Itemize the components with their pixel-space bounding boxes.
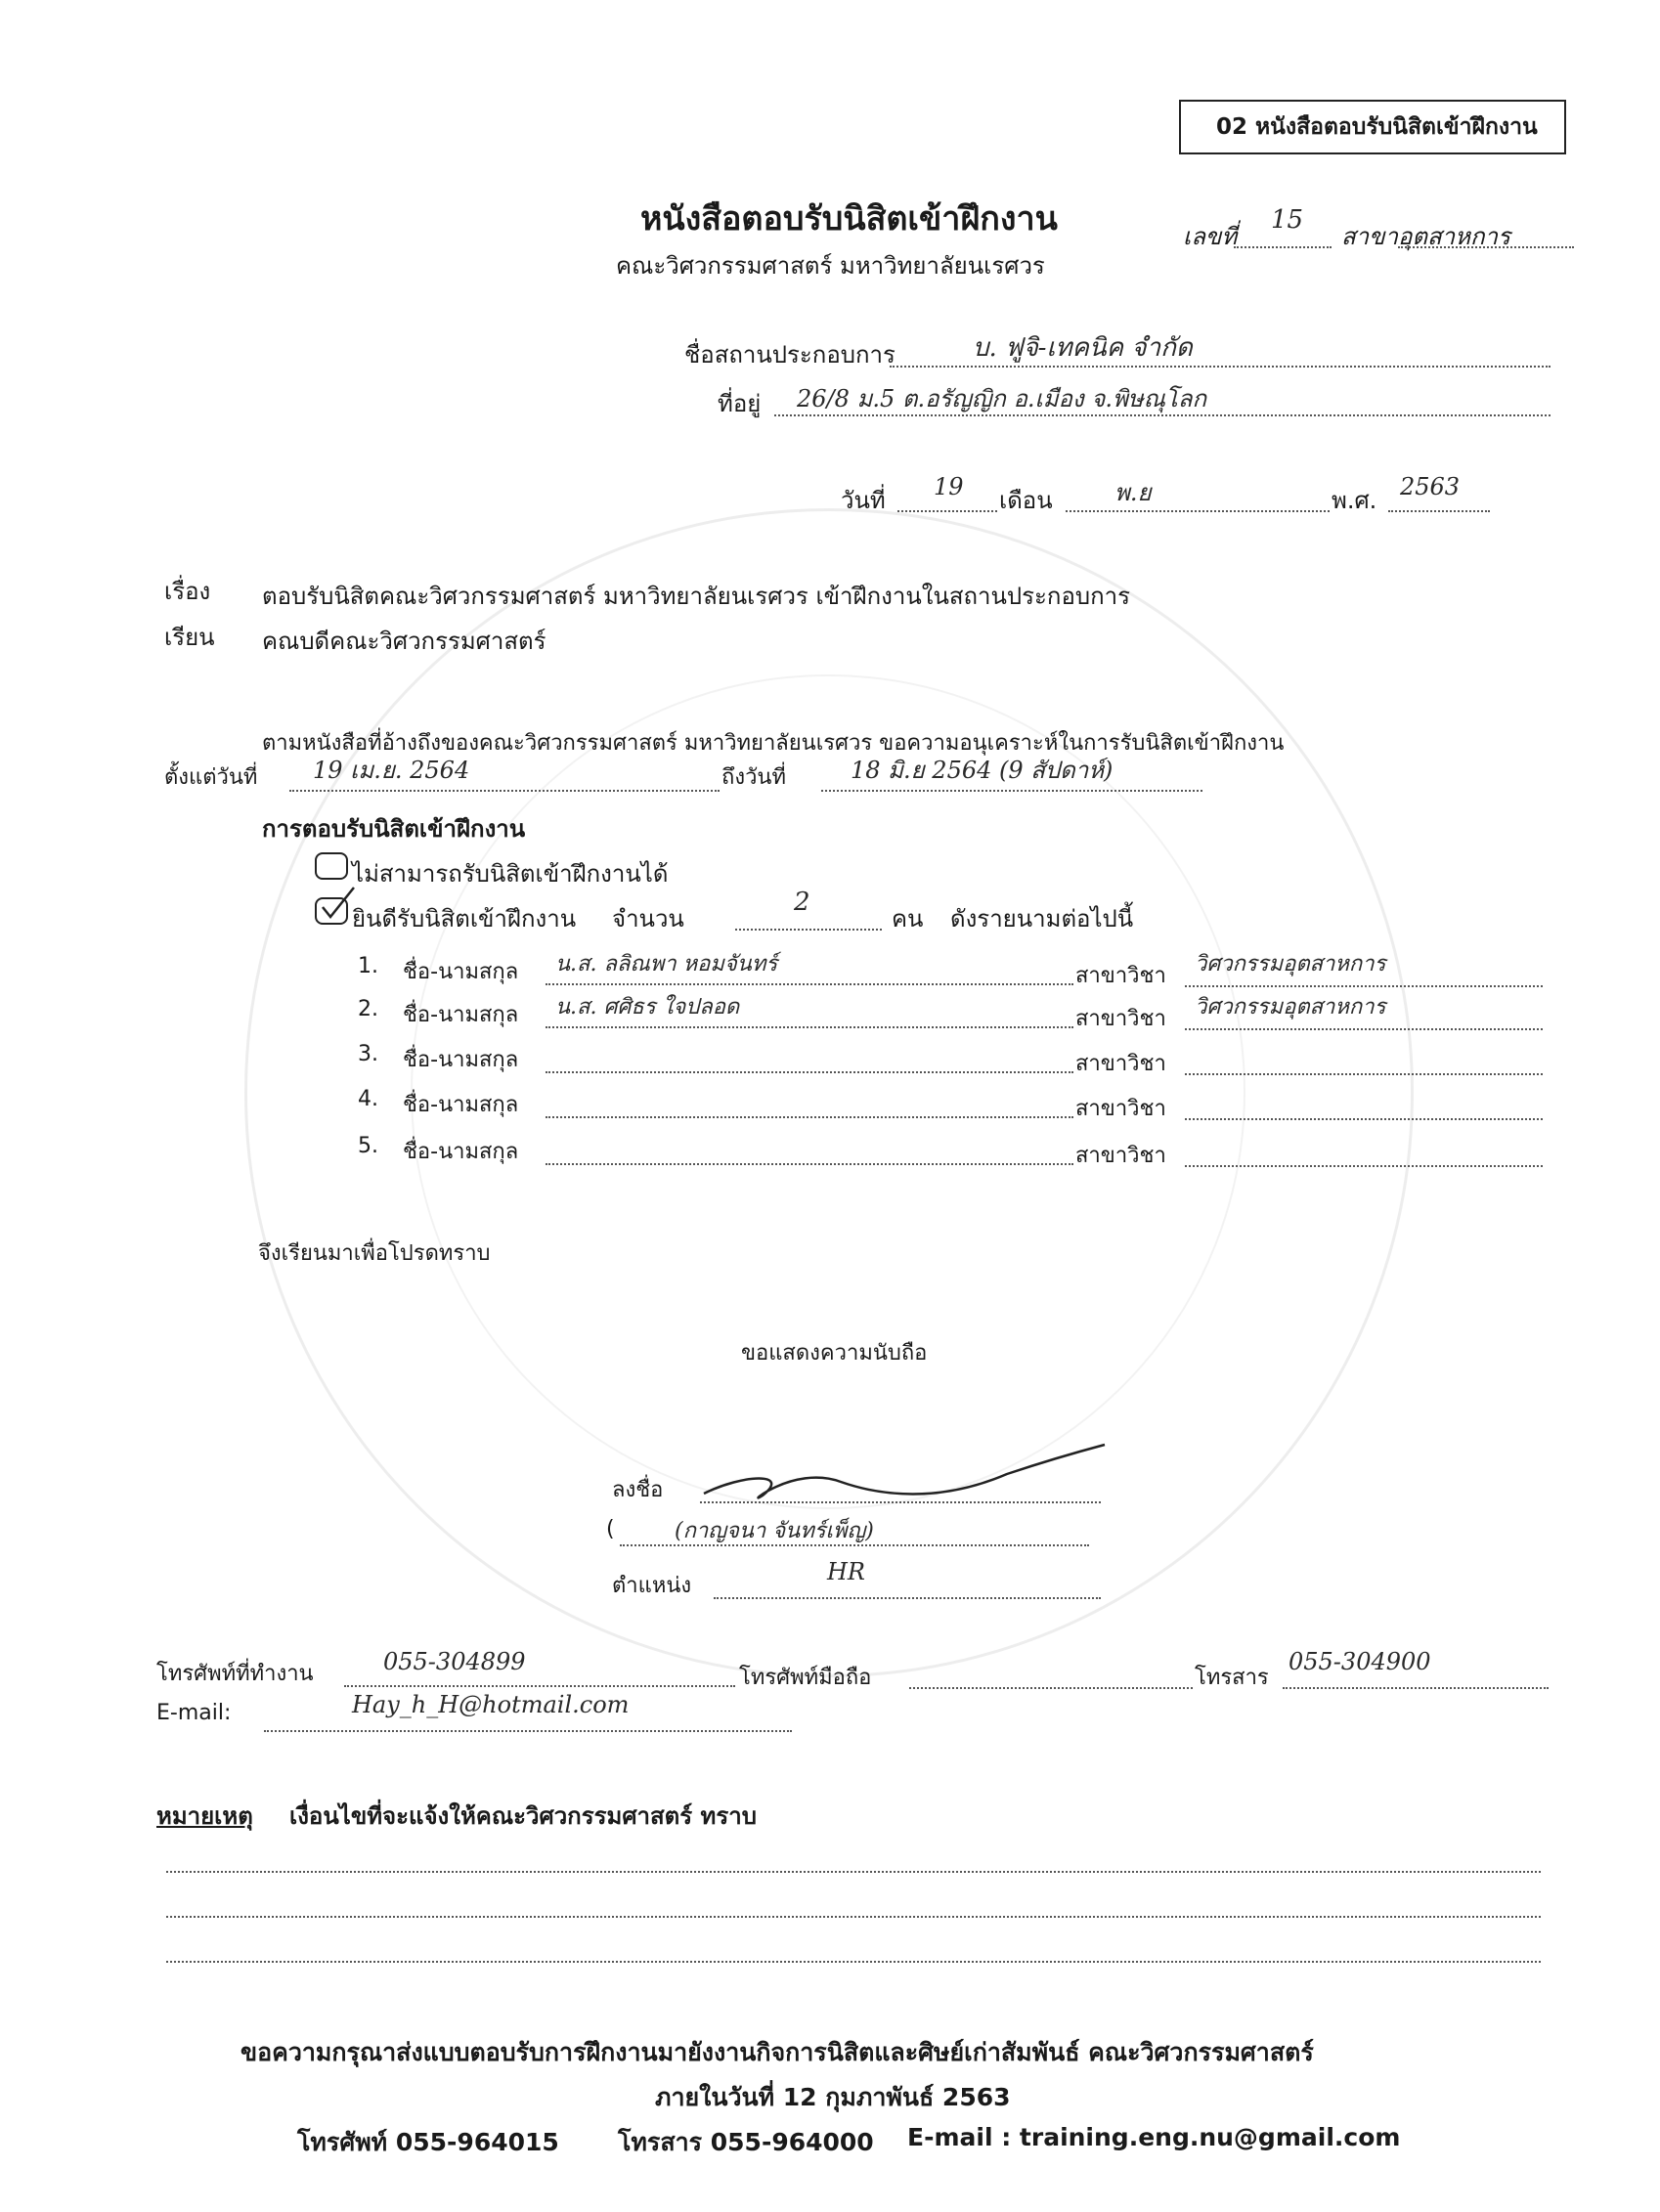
email-line <box>264 1730 792 1732</box>
document-tag: 02 หนังสือตอบรับนิสิตเข้าฝึกงาน <box>1179 100 1566 154</box>
footer-deadline: ภายในวันที่ 12 กุมภาพันธ์ 2563 <box>655 2083 1011 2111</box>
student-name-value[interactable]: น.ส. ลลิณพา หอมจันทร์ <box>555 952 778 976</box>
form-subtitle: คณะวิศวกรรมศาสตร์ มหาวิทยาลัยนเรศวร <box>616 252 1045 280</box>
count-label: จำนวน <box>612 905 684 933</box>
student-number: 3. <box>358 1042 378 1066</box>
student-name-line <box>546 1071 1073 1073</box>
date-month-label: เดือน <box>999 487 1053 514</box>
student-name-label: ชื่อ-นามสกุล <box>403 1003 519 1027</box>
date-day-value[interactable]: 19 <box>934 473 964 500</box>
to-date-label: ถึงวันที่ <box>721 765 786 790</box>
count-line <box>735 929 882 931</box>
student-dept-line <box>1185 1073 1543 1075</box>
to-text: คณบดีคณะวิศวกรรมศาสตร์ <box>262 628 546 655</box>
student-name-line <box>546 1163 1073 1165</box>
subject-text: ตอบรับนิสิตคณะวิศวกรรมศาสตร์ มหาวิทยาลัยนเรศวร เข้าฝึกงานในสถานประกอบการ <box>262 583 1131 610</box>
student-dept-label: สาขาวิชา <box>1075 1097 1166 1121</box>
office-phone-value[interactable]: 055-304899 <box>383 1648 526 1675</box>
decline-checkbox[interactable] <box>315 852 348 880</box>
signature-paren-open: ( <box>606 1517 615 1541</box>
student-dept-line <box>1185 985 1543 987</box>
number-label: เลขที่ <box>1183 223 1238 250</box>
date-year-line <box>1388 510 1490 512</box>
from-date-label: ตั้งแต่วันที่ <box>164 765 258 790</box>
student-dept-label: สาขาวิชา <box>1075 1007 1166 1031</box>
accept-checkbox[interactable] <box>315 897 348 925</box>
student-name-value[interactable]: น.ส. ศศิธร ใจปลอด <box>555 995 740 1019</box>
student-dept-line <box>1185 1165 1543 1167</box>
position-label: ตำแหน่ง <box>612 1574 692 1598</box>
note-label: หมายเหตุ <box>156 1802 253 1830</box>
email-label: E-mail: <box>156 1701 232 1725</box>
date-day-label: วันที่ <box>841 487 886 514</box>
student-number: 4. <box>358 1087 378 1111</box>
decline-option-label: ไม่สามารถรับนิสิตเข้าฝึกงานได้ <box>352 860 669 888</box>
student-dept-line <box>1185 1118 1543 1120</box>
note-line-3 <box>166 1961 1541 1963</box>
footer-instruction: ขอความกรุณาส่งแบบตอบรับการฝึกงานมายังงานกิจการนิสิตและศิษย์เก่าสัมพันธ์ คณะวิศวกรรมศาสตร์ <box>240 2038 1314 2066</box>
count-unit: คน <box>892 905 924 933</box>
date-day-line <box>897 510 997 512</box>
student-dept-label: สาขาวิชา <box>1075 1144 1166 1168</box>
body-paragraph: ตามหนังสือที่อ้างถึงของคณะวิศวกรรมศาสตร์ มหาวิทยาลัยนเรศวร ขอความอนุเคราะห์ในการรับนิสิตเข้าฝึกงาน <box>262 731 1285 756</box>
company-name-label: ชื่อสถานประกอบการ <box>684 341 896 369</box>
signer-name[interactable]: (กาญจนา จันทร์เพ็ญ) <box>675 1519 874 1543</box>
student-name-label: ชื่อ-นามสกุล <box>403 1048 519 1072</box>
student-number: 5. <box>358 1134 378 1158</box>
mobile-line <box>909 1687 1193 1689</box>
student-dept-label: สาขาวิชา <box>1075 964 1166 988</box>
to-date-line <box>821 790 1202 792</box>
fax-value[interactable]: 055-304900 <box>1289 1648 1431 1675</box>
note-line-1 <box>166 1871 1541 1873</box>
closing-inform: จึงเรียนมาเพื่อโปรดทราบ <box>258 1241 491 1266</box>
from-date-value[interactable]: 19 เม.ย. 2564 <box>313 757 470 784</box>
student-name-line <box>546 1116 1073 1118</box>
student-name-line <box>546 1026 1073 1028</box>
fax-line <box>1283 1687 1549 1689</box>
email-value[interactable]: Hay_h_H@hotmail.com <box>352 1691 630 1718</box>
signature-label: ลงชื่อ <box>612 1478 664 1502</box>
mobile-label: โทรศัพท์มือถือ <box>739 1666 872 1690</box>
student-name-label: ชื่อ-นามสกุล <box>403 1140 519 1164</box>
form-title: หนังสือตอบรับนิสิตเข้าฝึกงาน <box>640 199 1058 239</box>
count-value[interactable]: 2 <box>794 888 810 917</box>
fax-label: โทรสาร <box>1195 1666 1269 1690</box>
subject-label: เรื่อง <box>164 578 211 605</box>
branch-label: สาขา <box>1341 223 1399 250</box>
student-name-label: ชื่อ-นามสกุล <box>403 1093 519 1117</box>
company-name-value[interactable]: บ. ฟูจิ-เทคนิค จำกัด <box>973 333 1193 363</box>
signature-scribble <box>684 1435 1114 1513</box>
student-number: 1. <box>358 954 378 978</box>
note-text: เงื่อนไขที่จะแจ้งให้คณะวิศวกรรมศาสตร์ ทราบ <box>289 1802 757 1830</box>
number-value[interactable]: 15 <box>1271 205 1304 235</box>
office-phone-label: โทรศัพท์ที่ทำงาน <box>156 1662 314 1686</box>
branch-line <box>1398 246 1574 248</box>
student-dept-value[interactable]: วิศวกรรมอุตสาหการ <box>1195 995 1386 1019</box>
date-year-label: พ.ศ. <box>1332 487 1377 514</box>
accept-option-label: ยินดีรับนิสิตเข้าฝึกงาน <box>352 905 577 933</box>
office-phone-line <box>344 1685 735 1687</box>
student-name-line <box>546 983 1073 985</box>
date-month-value[interactable]: พ.ย <box>1114 479 1152 506</box>
student-dept-line <box>1185 1028 1543 1030</box>
closing-regards: ขอแสดงความนับถือ <box>741 1341 928 1366</box>
from-date-line <box>289 790 720 792</box>
footer-phone: โทรศัพท์ 055-964015 <box>297 2128 559 2156</box>
footer-fax: โทรสาร 055-964000 <box>618 2128 874 2156</box>
date-month-line <box>1066 510 1330 512</box>
branch-value: อุตสาหการ <box>1398 223 1510 250</box>
number-line <box>1234 246 1332 248</box>
position-value[interactable]: HR <box>827 1558 865 1585</box>
note-line-2 <box>166 1916 1541 1918</box>
position-line <box>714 1597 1101 1599</box>
student-number: 2. <box>358 997 378 1021</box>
address-label: ที่อยู่ <box>718 390 762 417</box>
acceptance-heading: การตอบรับนิสิตเข้าฝึกงาน <box>262 815 526 843</box>
date-year-value[interactable]: 2563 <box>1400 473 1461 500</box>
address-value[interactable]: 26/8 ม.5 ต.อรัญญิก อ.เมือง จ.พิษณุโลก <box>797 385 1207 412</box>
student-name-label: ชื่อ-นามสกุล <box>403 960 519 984</box>
student-dept-label: สาขาวิชา <box>1075 1052 1166 1076</box>
student-dept-value[interactable]: วิศวกรรมอุตสาหการ <box>1195 952 1386 976</box>
footer-email: E-mail : training.eng.nu@gmail.com <box>907 2123 1401 2151</box>
list-intro: ดังรายนามต่อไปนี้ <box>950 905 1134 933</box>
to-date-value[interactable]: 18 มิ.ย 2564 (9 สัปดาห์) <box>851 757 1114 784</box>
to-label: เรียน <box>164 624 215 651</box>
